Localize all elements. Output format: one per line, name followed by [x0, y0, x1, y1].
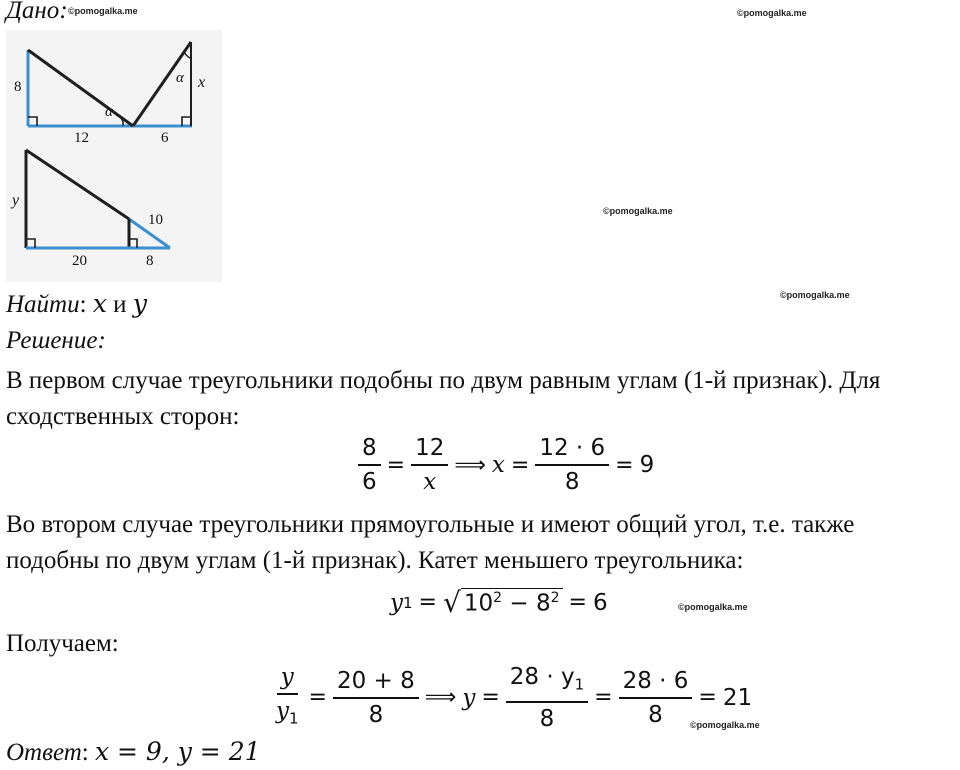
solution-label: Решение:: [6, 327, 106, 354]
watermark: ©pomogalka.me: [678, 602, 748, 612]
given-label: Дано:: [6, 0, 68, 24]
label-12: 12: [74, 130, 89, 146]
label-y: y: [12, 192, 20, 209]
find-line: Найти: x и y: [6, 289, 147, 318]
top-left-hypotenuse: [28, 50, 133, 126]
answer-line: Ответ: x = 9, y = 21: [6, 737, 261, 766]
watermark: ©pomogalka.me: [737, 8, 807, 18]
paragraph-1-line-2: сходственных сторон:: [6, 403, 240, 430]
get-label: Получаем:: [6, 630, 119, 657]
label-8b: 8: [146, 253, 154, 269]
equation-1: $\frac{8}{6}$ = $\frac{12}{x}$ ⟹ x = $\frac{12 \cdot 6}{8}$ = 9: [358, 435, 654, 495]
triangles-diagram: [6, 30, 222, 282]
angle-alpha: α: [105, 104, 113, 120]
watermark: ©pomogalka.me: [780, 290, 850, 300]
label-x: x: [198, 74, 206, 91]
bottom-hypotenuse: [26, 150, 129, 219]
watermark: ©pomogalka.me: [690, 720, 760, 730]
geometry-figure: [6, 30, 222, 282]
paragraph-1-line-1: В первом случае треугольники подобны по двум равным углам (1-й признак). Для: [6, 367, 881, 394]
angle-arc: [184, 52, 191, 58]
paragraph-2-line-2: подобны по двум углам (1-й признак). Катет меньшего треугольника:: [6, 547, 744, 574]
equation-3: $\frac{y}{y_1}$ = $\frac{20 + 8}{8}$ ⟹ y = $\frac{28 \cdot y_1}{8}$ = $\frac{28 \cdot 6}{8}$ = 21: [276, 664, 753, 732]
equation-2: y 1 = √ $10^2 - 8^2$ = 6: [390, 586, 608, 619]
label-10: 10: [148, 212, 163, 228]
label-6: 6: [161, 130, 169, 146]
angle-alpha: α: [176, 70, 184, 86]
watermark: ©pomogalka.me: [603, 206, 673, 216]
paragraph-2-line-1: Во втором случае треугольники прямоугольные и имеют общий угол, т.е. также: [6, 511, 855, 538]
label-8: 8: [14, 79, 22, 95]
label-20: 20: [72, 253, 87, 269]
watermark: ©pomogalka.me: [68, 6, 138, 16]
